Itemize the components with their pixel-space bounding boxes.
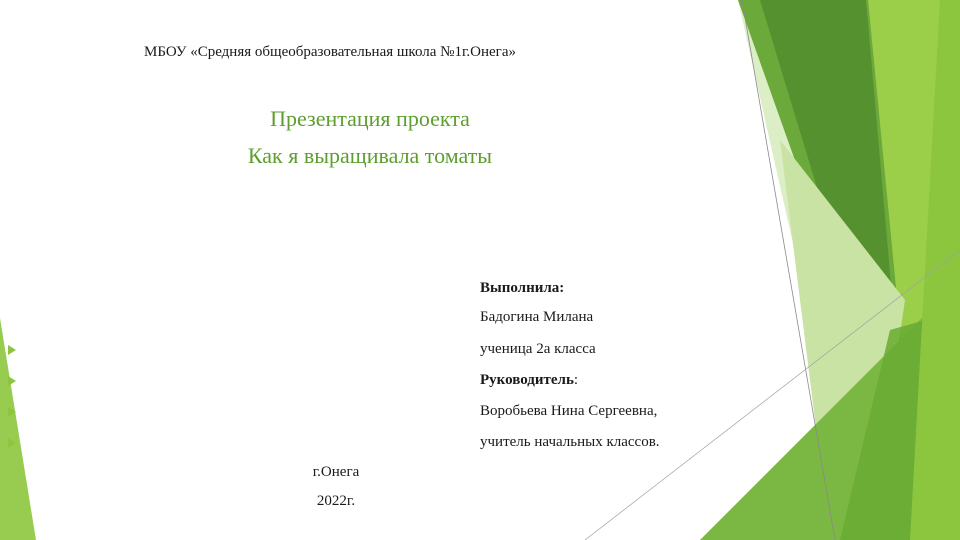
triangle-bullet-icon	[8, 407, 16, 417]
triangle-bullet-icon	[8, 345, 16, 355]
school-name: МБОУ «Средняя общеобразовательная школа №1г.Онега»	[144, 44, 516, 60]
author-label: Выполнила:	[480, 280, 565, 296]
project-title: Как я выращивала томаты	[247, 143, 493, 168]
supervisor-label: Руководитель	[480, 372, 574, 388]
supervisor-name: Воробьева Нина Сергеевна,	[480, 403, 658, 419]
author-name: Бадогина Милана	[480, 309, 594, 325]
triangle-bullet-icon	[8, 376, 16, 386]
triangle-bullet-icon	[8, 438, 16, 448]
year: 2022г.	[316, 493, 356, 509]
city: г.Онега	[312, 464, 360, 480]
presentation-line: Презентация проекта	[270, 106, 470, 131]
supervisor-heading	[480, 372, 578, 389]
supervisor-role: учитель начальных классов.	[480, 434, 660, 450]
author-class: ученица 2а класса	[480, 341, 596, 357]
supervisor-colon: :	[573, 372, 579, 388]
